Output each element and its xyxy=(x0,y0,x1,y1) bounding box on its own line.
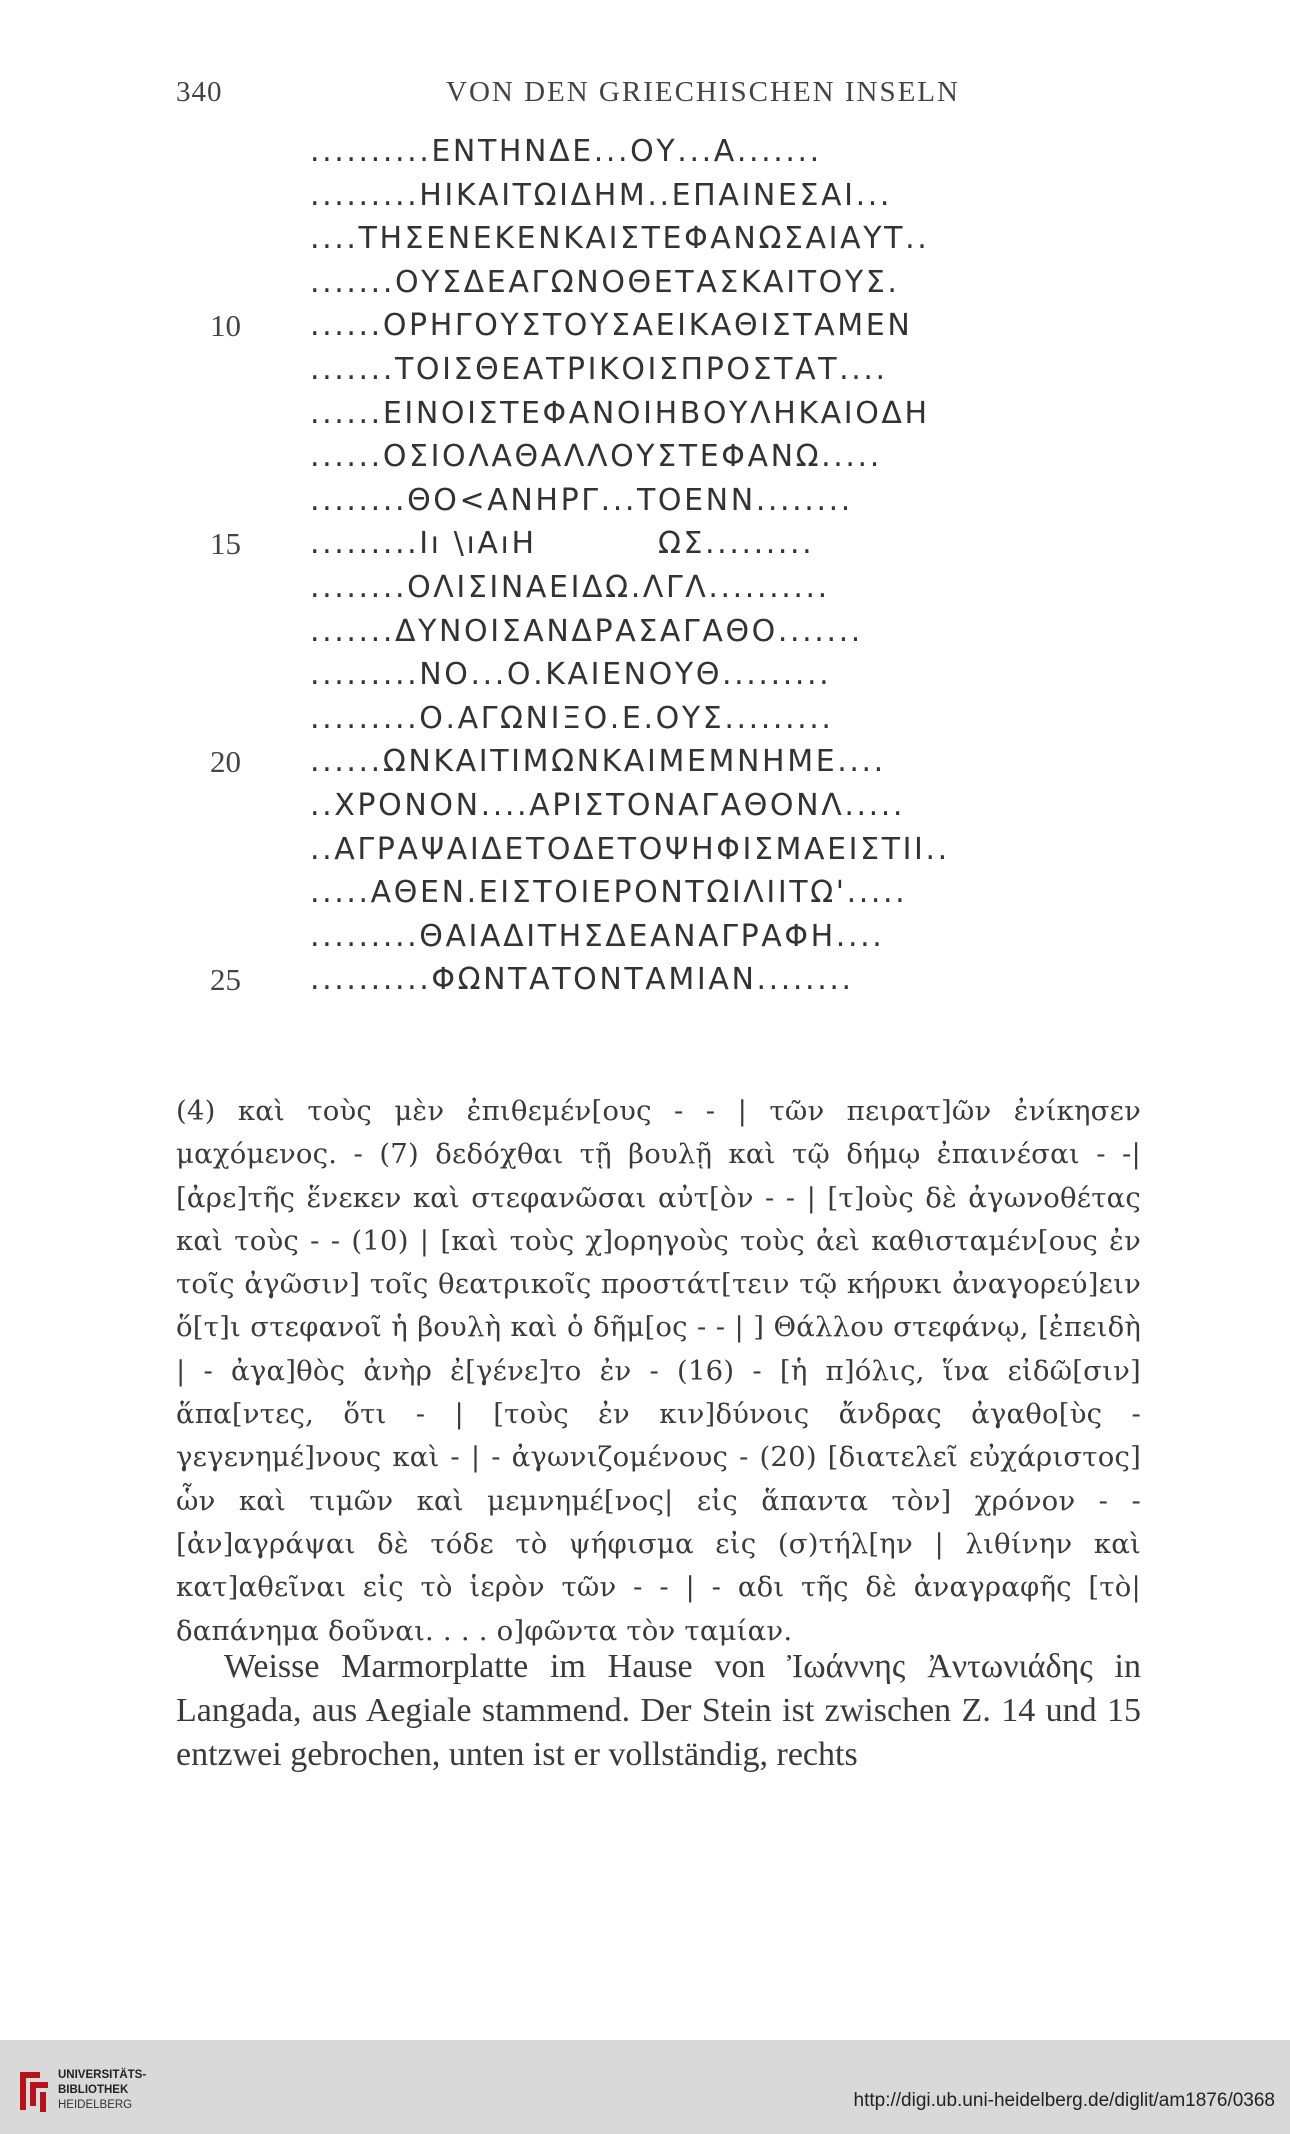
line-number: 25 xyxy=(210,962,241,998)
logo-line-2: BIBLIOTHEK xyxy=(58,2084,129,2096)
commentary-paragraph: Weisse Marmorplatte im Hause von Ἰωάννης Ἀντωνιάδης in Langada, aus Aegiale stammend. Der Stein ist zwischen Z. 14 und 15 entzwei gebrochen, unten ist er vollständig, rechts xyxy=(176,1648,1141,1773)
source-url-link[interactable]: http://digi.ub.uni-heidelberg.de/diglit/am1876/0368 xyxy=(853,2090,1275,2111)
inscription-line xyxy=(205,304,1105,348)
line-number: 20 xyxy=(210,744,241,780)
inscription-line xyxy=(205,392,1105,436)
inscription-line xyxy=(205,261,1105,305)
running-head xyxy=(176,76,1141,116)
library-logo-icon xyxy=(14,2066,54,2116)
inscription-text: ........ΘΟ<ΑΝΗΡΓ...ΤΟΕΝΝ........ xyxy=(310,482,853,518)
inscription-text: .......ΤΟΙΣΘΕΑΤΡΙΚΟΙΣΠΡΟΣΤΑΤ.... xyxy=(310,351,888,387)
inscription-text: .........ΝΟ...Ο.ΚΑΙΕΝΟΥΘ......... xyxy=(310,657,832,693)
inscription-text: ......ΟΡΗΓΟΥΣΤΟΥΣΑΕΙΚΑΘΙΣΤΑΜΕΝ xyxy=(310,308,913,344)
logo-text xyxy=(58,2068,168,2113)
inscription-line xyxy=(205,479,1105,523)
inscription-text: ......ΕΙΝΟΙΣΤΕΦΑΝΟΙΗΒΟΥΛΗΚΑΙΟΔΗ xyxy=(310,395,930,431)
inscription-line xyxy=(205,915,1105,959)
logo-line-1: UNIVERSITÄTS- xyxy=(58,2069,147,2081)
inscription-text: .........ΘΑΙΑΔΙΤΗΣΔΕΑΝΑΓΡΑΦΗ.... xyxy=(310,918,885,954)
inscription-text: .........ΗΙΚΑΙΤΩΙΔΗΜ..ΕΠΑΙΝΕΣΑΙ... xyxy=(310,177,893,213)
inscription-text: ......ΩΝΚΑΙΤΙΜΩΝΚΑΙΜΕΜΝΗΜΕ.... xyxy=(310,744,886,780)
inscription-line xyxy=(205,566,1105,610)
inscription-text: ......ΟΣΙΟΛΑΘΑΛΛΟΥΣΤΕΦΑΝΩ..... xyxy=(310,439,882,475)
inscription-text: .....ΑΘΕΝ.ΕΙΣΤΟΙΕΡΟΝΤΩΙΛΙΙΤΩ'..... xyxy=(310,875,908,911)
inscription-text: ..ΧΡΟΝΟΝ....ΑΡΙΣΤΟΝΑΓΑΘΟΝΛ..... xyxy=(310,787,905,823)
inscription-line xyxy=(205,828,1105,872)
inscription-text: ........ΟΛΙΣΙΝΑΕΙΔΩ.ΛΓΛ.......... xyxy=(310,569,830,605)
inscription-text: ..ΑΓΡΑΨΑΙΔΕΤΟΔΕΤΟΨΗΦΙΣΜΑΕΙΣΤΙΙ.. xyxy=(310,831,950,867)
inscription-line xyxy=(205,784,1105,828)
inscription-line xyxy=(205,522,1105,566)
page-number: 340 xyxy=(176,76,223,108)
inscription-text: .......ΟΥΣΔΕΑΓΩΝΟΘΕΤΑΣΚΑΙΤΟΥΣ. xyxy=(310,264,900,300)
line-number: 15 xyxy=(210,526,241,562)
inscription-line xyxy=(205,653,1105,697)
inscription-text: .........Ο.ΑΓΩΝΙΞΟ.Ε.ΟΥΣ......... xyxy=(310,700,834,736)
inscription-line xyxy=(205,130,1105,174)
inscription-text: .......ΔΥΝΟΙΣΑΝΔΡΑΣΑΓΑΘΟ....... xyxy=(310,613,863,649)
greek-transcription: (4) καὶ τοὺς μὲν ἐπιθεμέν[ους - - | τῶν πειρατ]ῶν ἐνίκησεν μαχόμενος. - (7) δεδόχθαι τῇ βουλῇ καὶ τῷ δήμῳ ἐπαινέσαι - -| [ἀρε]τῆς ἕνεκεν καὶ στεφανῶσαι αὐτ[ὸν - - | [τ]οὺς δὲ ἀγωνοθέτας καὶ τοὺς - - (10) | [καὶ τοὺς χ]ορηγοὺς τοὺς ἀεὶ καθισταμέν[ους ἐν τοῖς ἀγῶσιν] τοῖς θεατρικοῖς προστάτ[τειν τῷ κήρυκι ἀναγορεύ]ειν ὅ[τ]ι στεφανοῖ ἡ βουλὴ καὶ ὁ δῆμ[ος - - | ] Θάλλου στεφάνῳ, [ἐπειδὴ | - ἀγα]θὸς ἀνὴρ ἐ[γένε]το ἐν - (16) - [ἡ π]όλις, ἵνα εἰδῶ[σιν] ἅπα[ντες, ὅτι - | [τοὺς ἐν κιν]δύνοις ἄνδρας ἀγαθο[ὺς - γεγενημέ]νους καὶ - | - ἀγωνιζομένους - (20) [διατελεῖ εὐχάριστος] ὧν καὶ τιμῶν καὶ μεμνημέ[νος| εἰς ἅπαντα τὸν] χρόνον - - [ἀν]αγράψαι δὲ τόδε τὸ ψήφισμα εἰς (σ)τήλ[ην | λιθίνην καὶ κατ]αθεῖναι εἰς τὸ ἱερὸν τῶν - - | - αδι τῆς δὲ ἀναγραφῆς [τὸ| δαπάνημα δοῦναι. . . . ο]φῶντα τὸν ταμίαν. xyxy=(176,1095,1141,1647)
inscription-line xyxy=(205,697,1105,741)
inscription-text: ..........ΦΩΝΤΑΤΟΝΤΑΜΙΑΝ........ xyxy=(310,962,854,998)
inscription-line xyxy=(205,217,1105,261)
inscription-line xyxy=(205,871,1105,915)
logo-line-3: HEIDELBERG xyxy=(58,2099,133,2111)
running-title: VON DEN GRIECHISCHEN INSELN xyxy=(446,76,960,108)
inscription-line xyxy=(205,435,1105,479)
inscription-line xyxy=(205,740,1105,784)
inscription-text: ..........ΕΝΤΗΝΔΕ...ΟΥ...Α....... xyxy=(310,134,822,169)
inscription-text: .........Ιı \ıΑıΗ ΩΣ......... xyxy=(310,526,815,562)
inscription-line xyxy=(205,958,1105,1002)
university-library-logo[interactable] xyxy=(14,2064,164,2120)
inscription-text: ....ΤΗΣΕΝΕΚΕΝΚΑΙΣΤΕΦΑΝΩΣΑΙΑΥΤ.. xyxy=(310,221,930,257)
inscription-line xyxy=(205,174,1105,218)
inscription-transcript xyxy=(205,130,1105,1002)
footer-bar xyxy=(0,2040,1290,2134)
inscription-line xyxy=(205,610,1105,654)
inscription-line xyxy=(205,348,1105,392)
line-number: 10 xyxy=(210,308,241,344)
